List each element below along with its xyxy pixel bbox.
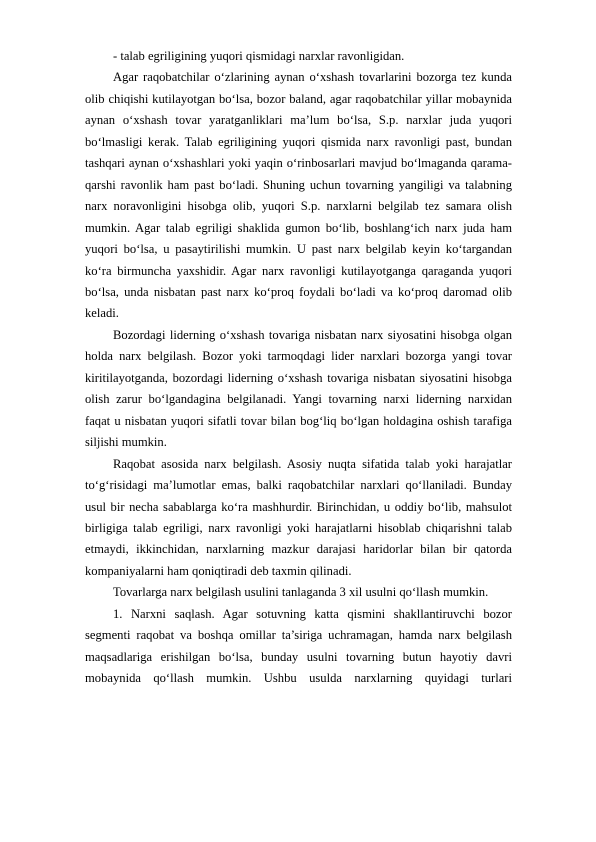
paragraph-bullet: - talab egriligining yuqori qismidagi narxlar ravonligidan. — [113, 49, 405, 63]
paragraph-competitors: Agar raqobatchilar o‘zlarining aynan o‘xshash tovarlarini bozorga tez kunda olib chiqishi kutilayotgan bo‘lsa, bozor baland, agar raqobatchilar yillar mobaynida aynan o‘xshash tovar yaratganliklari ma’lum bo‘lsa, S.p. narxlar juda yuqori bo‘lmasligi kerak. Talab egriligining yuqori qismida narx ravonligi past, bundan tashqari aynan o‘xshashlari yoki yaqin o‘rinbosarlari mavjud bo‘lmaganda qarama-qarshi ravonlik ham past bo‘ladi. Shuning uchun tovarning yangiligi va talabning narx noravonligini hisobga olib, yuqori S.p. narxlarni belgilab tez samara olish mumkin. Agar talab egriligi shaklida gumon bo‘lib, boshlang‘ich narx juda ham yuqori bo‘lsa, u pasaytirilishi mumkin. U past narx belgilab keyin ko‘targandan ko‘ra birmuncha yaxshidir. Agar narx ravonligi kutilayotganga qaraganda yuqori bo‘lsa, unda nisbatan past narx ko‘proq foydali bo‘ladi va ko‘proq daromad olib keladi. — [85, 70, 512, 321]
paragraph-three-methods: Tovarlarga narx belgilash usulini tanlaganda 3 xil usulni qo‘llash mumkin. — [113, 585, 489, 600]
paragraph-price-keeping: 1. Narxni saqlash. Agar sotuvning katta qismini shakllantiruvchi bozor segmenti raqobat va boshqa omillar ta’siriga uchramagan, hamda narx belgilash maqsadlariga erishilgan bo‘lsa, bunday usulni tovarning butun hayotiy davri mobaynida qo‘llash mumkin. Ushbu usulda narxlarning quyidagi turlari — [85, 606, 512, 686]
paragraph-competition-pricing: Raqobat asosida narx belgilash. Asosiy nuqta sifatida talab yoki harajatlar to‘g‘risidagi ma’lumotlar emas, balki raqobatchilar narxlari qo‘llaniladi. Bunday usul bir necha sabablarga ko‘ra mashhurdir. Birinchidan, u oddiy bo‘lib, mahsulot birligiga talab egriligi, narx ravonligi yoki harajatlarni hisoblab chiqarishni talab etmaydi, ikkinchidan, narxlarning mazkur darajasi haridorlar bilan bir qatorda kompaniyalarni ham qoniqtiradi deb taxmin qilinadi. — [85, 456, 512, 578]
document-body — [85, 46, 512, 690]
paragraph-leader-pricing: Bozordagi liderning o‘xshash tovariga nisbatan narx siyosatini hisobga olgan holda narx belgilash. Bozor yoki tarmoqdagi lider narxlari bozorga yangi tovar kiritilayotganda, bozordagi liderning o‘xshash tovariga nisbatan siyosatini hisobga olish zarur bo‘lgandagina belgilanadi. Yangi tovarning narxi liderning narxidan faqat u nisbatan yuqori sifatli tovar bilan bog‘liq bo‘lgan holdagina oshish tarafiga siljishi mumkin. — [85, 327, 512, 450]
